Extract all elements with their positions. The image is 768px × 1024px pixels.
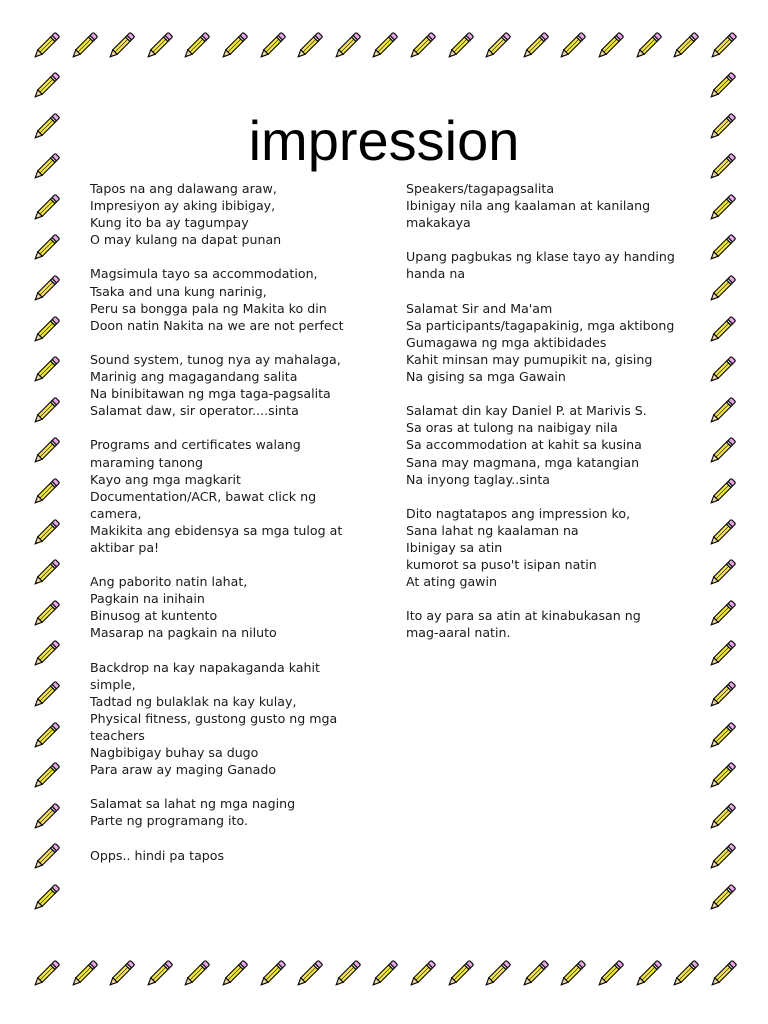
pencil-icon xyxy=(329,956,365,992)
poem-line: aktibar pa! xyxy=(90,539,160,555)
poem-stanza xyxy=(90,847,352,864)
poem-line: Upang pagbukas ng klase tayo ay handing xyxy=(406,249,675,265)
poem-line: Ang paborito natin lahat, xyxy=(90,574,248,590)
poem-line: Programs and certificates walang xyxy=(90,437,301,453)
poem-line: Na inyong taglay..sinta xyxy=(406,471,550,487)
pencil-icon xyxy=(517,28,553,64)
pencil-icon xyxy=(28,271,64,307)
pencil-icon xyxy=(366,28,402,64)
poem-line: simple, xyxy=(90,676,136,692)
pencil-icon xyxy=(704,677,740,713)
poem-line: kumorot sa puso't isipan natin xyxy=(406,557,597,573)
pencil-icon xyxy=(28,839,64,875)
pencil-icon xyxy=(291,956,327,992)
pencil-icon xyxy=(28,190,64,226)
pencil-icon xyxy=(404,956,440,992)
poem-line: maraming tanong xyxy=(90,454,203,470)
pencil-icon xyxy=(254,956,290,992)
pencil-icon xyxy=(704,555,740,591)
poem-line: Masarap na pagkain na niluto xyxy=(90,625,277,641)
pencil-icon xyxy=(704,190,740,226)
poem-line: Salamat din kay Daniel P. at Marivis S. xyxy=(406,403,647,419)
pencil-icon xyxy=(178,956,214,992)
pencil-icon xyxy=(178,28,214,64)
pencil-icon xyxy=(705,28,741,64)
poem-line: Nagbibigay buhay sa dugo xyxy=(90,745,259,761)
pencil-icon xyxy=(28,596,64,632)
pencil-icon xyxy=(704,393,740,429)
poem-line: Tapos na ang dalawang araw, xyxy=(90,181,277,196)
pencil-icon xyxy=(705,956,741,992)
poem-stanza xyxy=(406,180,686,231)
pencil-icon xyxy=(704,515,740,551)
poem-line: Tadtad ng bulaklak na kay kulay, xyxy=(90,693,297,709)
pencil-icon xyxy=(704,596,740,632)
pencil-icon xyxy=(517,956,553,992)
poem-line: Peru sa bongga pala ng Makita ko din xyxy=(90,300,327,316)
poem-line: Sa participants/tagapakinig, mga aktibong xyxy=(406,317,675,333)
poem-line: Makikita ang ebidensya sa mga tulog at xyxy=(90,522,343,538)
poem-line: Documentation/ACR, bawat click ng xyxy=(90,488,317,504)
pencil-icon xyxy=(667,956,703,992)
pencil-icon xyxy=(479,956,515,992)
poem-stanza xyxy=(406,607,686,641)
pencil-icon xyxy=(28,230,64,266)
poem-stanza xyxy=(90,573,352,641)
document-title: impression xyxy=(248,108,520,172)
pencil-icon xyxy=(442,28,478,64)
pencil-icon xyxy=(28,474,64,510)
pencil-icon xyxy=(704,312,740,348)
pencil-icon xyxy=(28,956,64,992)
poem-line: Doon natin Nakita na we are not perfect xyxy=(90,317,344,333)
pencil-icon xyxy=(704,271,740,307)
poem-stanza xyxy=(90,795,352,829)
poem-line: Tsaka and una kung narinig, xyxy=(90,283,267,299)
poem-right-column xyxy=(406,180,686,659)
pencil-icon xyxy=(103,28,139,64)
poem-stanza xyxy=(90,180,352,248)
poem-line: Sa accommodation at kahit sa kusina xyxy=(406,437,642,453)
pencil-icon xyxy=(28,28,64,64)
pencil-icon xyxy=(28,799,64,835)
poem-stanza xyxy=(90,659,352,779)
poem-stanza xyxy=(406,300,686,385)
poem-line: At ating gawin xyxy=(406,574,497,590)
poem-line: Marinig ang magagandang salita xyxy=(90,369,298,385)
pencil-icon xyxy=(704,352,740,388)
pencil-icon xyxy=(141,956,177,992)
pencil-icon xyxy=(704,758,740,794)
pencil-icon xyxy=(667,28,703,64)
pencil-icon xyxy=(592,956,628,992)
poem-line: Kayo ang mga magkarit xyxy=(90,471,241,487)
poem-stanza xyxy=(90,265,352,333)
poem-line: Salamat sa lahat ng mga naging xyxy=(90,796,296,812)
pencil-icon xyxy=(28,433,64,469)
poem-line: Opps.. hindi pa tapos xyxy=(90,847,225,863)
pencil-icon xyxy=(329,28,365,64)
poem-line: O may kulang na dapat punan xyxy=(90,232,282,248)
pencil-icon xyxy=(28,880,64,916)
poem-line: Parte ng programang ito. xyxy=(90,813,248,829)
poem-line: Gumagawa ng mga aktibidades xyxy=(406,334,607,350)
poem-line: Sana lahat ng kaalaman na xyxy=(406,522,579,538)
poem-line: Ibinigay nila ang kaalaman at kanilang xyxy=(406,198,651,214)
poem-line: Dito nagtatapos ang impression ko, xyxy=(406,505,631,521)
pencil-icon xyxy=(216,956,252,992)
poem-line: Kahit minsan may pumupikit na, gising xyxy=(406,351,653,367)
pencil-icon xyxy=(141,28,177,64)
poem-line: mag-aaral natin. xyxy=(406,625,511,641)
poem-line: Ito ay para sa atin at kinabukasan ng xyxy=(406,608,641,624)
pencil-icon xyxy=(592,28,628,64)
pencil-icon xyxy=(704,839,740,875)
poem-line: teachers xyxy=(90,728,145,743)
pencil-icon xyxy=(28,718,64,754)
poem-line: Na binibitawan ng mga taga-pagsalita xyxy=(90,386,331,402)
poem-line: Na gising sa mga Gawain xyxy=(406,369,566,385)
poem-stanza xyxy=(406,402,686,487)
pencil-icon xyxy=(704,718,740,754)
poem-line: Para araw ay maging Ganado xyxy=(90,762,277,778)
pencil-icon xyxy=(704,68,740,104)
poem-stanza xyxy=(90,436,352,556)
pencil-icon xyxy=(28,312,64,348)
pencil-icon xyxy=(630,28,666,64)
pencil-icon xyxy=(704,433,740,469)
poem-stanza xyxy=(406,248,686,282)
poem-line: makakaya xyxy=(406,215,471,231)
pencil-icon xyxy=(28,352,64,388)
poem-line: Salamat daw, sir operator....sinta xyxy=(90,403,299,419)
pencil-icon xyxy=(103,956,139,992)
pencil-icon xyxy=(28,555,64,591)
poem-line: handa na xyxy=(406,266,466,282)
pencil-icon xyxy=(291,28,327,64)
poem-stanza xyxy=(90,351,352,419)
pencil-icon xyxy=(630,956,666,992)
poem-stanza xyxy=(406,505,686,590)
pencil-icon xyxy=(704,799,740,835)
pencil-icon xyxy=(554,28,590,64)
poem-line: Impresiyon ay aking ibibigay, xyxy=(90,198,276,214)
pencil-icon xyxy=(366,956,402,992)
pencil-icon xyxy=(28,677,64,713)
pencil-icon xyxy=(28,68,64,104)
poem-line: Sana may magmana, mga katangian xyxy=(406,454,640,470)
pencil-icon xyxy=(704,880,740,916)
pencil-icon xyxy=(66,956,102,992)
poem-line: camera, xyxy=(90,505,142,521)
poem-line: Pagkain na inihain xyxy=(90,591,205,607)
poem-line: Kung ito ba ay tagumpay xyxy=(90,215,249,231)
pencil-icon xyxy=(479,28,515,64)
poem-line: Salamat Sir and Ma'am xyxy=(406,300,553,316)
poem-line: Binusog at kuntento xyxy=(90,608,218,624)
pencil-icon xyxy=(704,636,740,672)
poem-line: Sa oras at tulong na naibigay nila xyxy=(406,420,618,436)
pencil-icon xyxy=(28,515,64,551)
pencil-icon xyxy=(254,28,290,64)
pencil-icon xyxy=(216,28,252,64)
pencil-icon xyxy=(704,474,740,510)
poem-line: Sound system, tunog nya ay mahalaga, xyxy=(90,351,341,367)
poem-line: Physical fitness, gustong gusto ng mga xyxy=(90,710,338,726)
pencil-icon xyxy=(28,393,64,429)
pencil-icon xyxy=(28,758,64,794)
poem-line: Magsimula tayo sa accommodation, xyxy=(90,266,318,282)
poem-line: Speakers/tagapagsalita xyxy=(406,181,555,196)
poem-left-column xyxy=(90,180,352,881)
pencil-icon xyxy=(704,230,740,266)
pencil-icon xyxy=(404,28,440,64)
poem-line: Ibinigay sa atin xyxy=(406,539,503,555)
pencil-icon xyxy=(66,28,102,64)
pencil-icon xyxy=(442,956,478,992)
poem-line: Backdrop na kay napakaganda kahit xyxy=(90,659,320,675)
pencil-icon xyxy=(28,636,64,672)
pencil-icon xyxy=(554,956,590,992)
